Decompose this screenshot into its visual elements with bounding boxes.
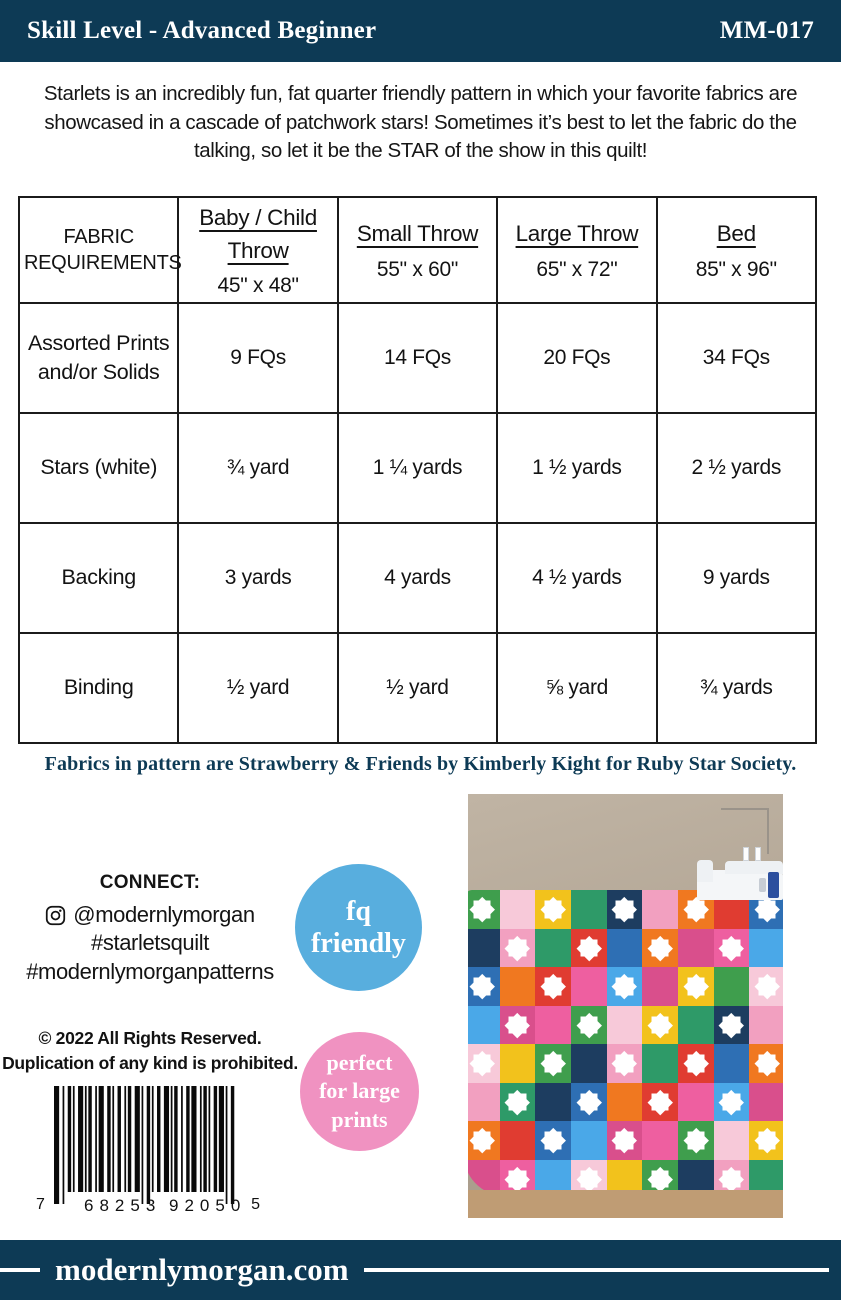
quilt-patch (535, 929, 571, 968)
quilt-patch (714, 1044, 750, 1083)
quilt-patch (607, 929, 643, 968)
quilt-patch (535, 1083, 571, 1122)
quilt-patch (678, 1044, 714, 1083)
quilt-patch (500, 890, 536, 929)
quilt-patch (714, 929, 750, 968)
copyright-block (0, 1026, 300, 1077)
quilt-patch (571, 890, 607, 929)
quilt-patch (642, 1006, 678, 1045)
badge-text-line: for large (319, 1078, 400, 1104)
quilt-patch (642, 1083, 678, 1122)
quilt-photo (468, 794, 783, 1218)
fabric-requirements-table (18, 196, 817, 744)
quilt-patch (642, 929, 678, 968)
quilt-patch (607, 1083, 643, 1122)
header-bar (0, 0, 841, 62)
row-label: Stars (white) (19, 413, 178, 523)
instagram-handle (0, 902, 300, 928)
fabrics-note: Fabrics in pattern are Strawberry & Friends by Kimberly Kight for Ruby Star Society. (44, 753, 797, 775)
column-header: Large Throw 65" x 72" (497, 197, 656, 303)
quilt-star (755, 974, 780, 999)
fq-friendly-badge (295, 864, 422, 991)
quilt-patch (468, 890, 500, 929)
quilt-patch (571, 1006, 607, 1045)
quilt-patch (749, 1044, 783, 1083)
quilt-patch (571, 1083, 607, 1122)
footer-rule-right (364, 1268, 829, 1272)
quilt-star (719, 935, 744, 960)
quilt-patch (535, 1044, 571, 1083)
quilt-patch (607, 1044, 643, 1083)
quilt-patch (749, 967, 783, 1006)
quilt-patch (749, 1083, 783, 1122)
table-cell: ⅝ yard (497, 633, 656, 743)
copyright-line1: © 2022 All Rights Reserved. (38, 1028, 262, 1048)
quilt-star (576, 1089, 601, 1114)
quilt-patch (535, 967, 571, 1006)
column-header: Small Throw 55" x 60" (338, 197, 497, 303)
quilt-star (755, 1128, 780, 1153)
quilt-patch (500, 1121, 536, 1160)
barcode-digit-group2: 92050 (169, 1196, 247, 1215)
thread-rod (767, 808, 769, 854)
quilt-star (505, 1089, 530, 1114)
hashtag: #modernlymorganpatterns (26, 959, 274, 985)
quilt-patch (678, 967, 714, 1006)
quilt-star (469, 974, 494, 999)
quilt-patch (571, 967, 607, 1006)
quilt-star (541, 974, 566, 999)
quilt-star (612, 1128, 637, 1153)
table-cell: 1 ¼ yards (338, 413, 497, 523)
quilt-patch (678, 1121, 714, 1160)
badge-text-line: prints (331, 1106, 388, 1132)
machine-stripe (768, 872, 779, 898)
quilt-patch (468, 1121, 500, 1160)
table-header-row (19, 197, 816, 303)
quilt-patch (642, 1121, 678, 1160)
quilt-star (505, 1012, 530, 1037)
quilt-star (755, 897, 780, 922)
table-corner-label: FABRIC REQUIREMENTS (19, 197, 178, 303)
quilt-patch (642, 967, 678, 1006)
quilt-patch (571, 929, 607, 968)
quilt-patch (500, 1006, 536, 1045)
footer-rule-left (0, 1268, 40, 1272)
table-cell: 14 FQs (338, 303, 497, 413)
intro-paragraph: Starlets is an incredibly fun, fat quarter friendly pattern in which your favorite fabrics are showcased in a cascade of patchwork stars! Sometimes it’s best to let the fabric do the talking, so let it be the STAR of the show in this quilt! (43, 82, 798, 163)
quilt-star (612, 974, 637, 999)
quilt-patch (749, 1006, 783, 1045)
quilt-star (505, 1166, 530, 1191)
quilt-star (683, 1051, 708, 1076)
quilt-star (612, 1051, 637, 1076)
quilt-patch (607, 890, 643, 929)
quilt-star (576, 935, 601, 960)
machine-head (697, 860, 713, 882)
hashtag-list (0, 928, 300, 987)
quilt-patch (642, 890, 678, 929)
quilt-patch (678, 1006, 714, 1045)
quilt-patch (468, 1083, 500, 1122)
quilt-star (719, 1089, 744, 1114)
quilt-patch (749, 929, 783, 968)
quilt-star (648, 1012, 673, 1037)
table-cell: 1 ½ yards (497, 413, 656, 523)
machine-wheel (759, 878, 766, 892)
quilt-star (683, 1128, 708, 1153)
quilt-star (648, 935, 673, 960)
barcode-digit-group1: 68253 (84, 1196, 162, 1215)
quilt-star (469, 1051, 494, 1076)
table-cell: 20 FQs (497, 303, 656, 413)
table-cell: 9 FQs (178, 303, 337, 413)
quilt-star (541, 897, 566, 922)
quilt-patch (714, 1121, 750, 1160)
table-row (19, 523, 816, 633)
quilt-star (612, 897, 637, 922)
quilt-star (648, 1166, 673, 1191)
quilt-patch (714, 967, 750, 1006)
table-cell: 4 ½ yards (497, 523, 656, 633)
table-cell: ½ yard (178, 633, 337, 743)
table-cell: 3 yards (178, 523, 337, 633)
quilt-patch (678, 1083, 714, 1122)
quilt-star (576, 1012, 601, 1037)
quilt-star (541, 1128, 566, 1153)
quilt-patch (500, 1083, 536, 1122)
quilt-star (755, 1051, 780, 1076)
quilt-patch (468, 967, 500, 1006)
thread-spool (755, 847, 761, 861)
barcode-digit-left: 7 (36, 1196, 45, 1213)
table-cell: 34 FQs (657, 303, 816, 413)
hashtag: #starletsquilt (91, 930, 209, 955)
badge-text-line: fq (346, 896, 371, 928)
quilt-patch (678, 929, 714, 968)
copyright-line2: Duplication of any kind is prohibited. (2, 1053, 298, 1074)
quilt-star (719, 1166, 744, 1191)
quilt-patch (468, 1006, 500, 1045)
quilt-patch (500, 1044, 536, 1083)
quilt-patch (607, 1006, 643, 1045)
quilt-star (541, 1051, 566, 1076)
row-label: Backing (19, 523, 178, 633)
footer-url: modernlymorgan.com (55, 1252, 349, 1287)
quilt-patch (535, 890, 571, 929)
table-cell: 4 yards (338, 523, 497, 633)
patchwork-quilt (468, 890, 783, 1198)
column-header: Baby / Child Throw 45" x 48" (178, 197, 337, 303)
quilt-star (719, 1012, 744, 1037)
quilt-patch (749, 1121, 783, 1160)
sewing-machine (691, 852, 783, 900)
quilt-patch (607, 1121, 643, 1160)
instagram-icon (45, 905, 66, 926)
quilt-patch (468, 1044, 500, 1083)
table-cell: ½ yard (338, 633, 497, 743)
quilt-star (469, 897, 494, 922)
quilt-patch (714, 1083, 750, 1122)
footer-bar (0, 1240, 841, 1300)
badge-text-line: perfect (326, 1049, 393, 1075)
quilt-patch (535, 1121, 571, 1160)
quilt-patch (468, 929, 500, 968)
connect-heading: CONNECT: (99, 872, 201, 893)
thread-spool (743, 847, 749, 861)
row-label: Binding (19, 633, 178, 743)
quilt-star (648, 1089, 673, 1114)
table-cell: 9 yards (657, 523, 816, 633)
quilt-patch (714, 1006, 750, 1045)
quilt-star (505, 935, 530, 960)
quilt-star (683, 897, 708, 922)
table-cell: 2 ½ yards (657, 413, 816, 523)
quilt-star (576, 1166, 601, 1191)
instagram-handle-text: @modernlymorgan (73, 902, 255, 927)
skill-level-label: Skill Level - Advanced Beginner (27, 17, 377, 44)
connect-block (0, 872, 300, 987)
large-prints-badge (300, 1032, 419, 1151)
quilt-star (469, 1128, 494, 1153)
thread-wire (721, 808, 769, 810)
quilt-patch (535, 1006, 571, 1045)
table-row (19, 633, 816, 743)
quilt-patch (607, 967, 643, 1006)
carpet (468, 1190, 783, 1218)
quilt-patch (642, 1044, 678, 1083)
quilt-patch (571, 1044, 607, 1083)
quilt-patch (571, 1121, 607, 1160)
table-cell: ¾ yards (657, 633, 816, 743)
column-header: Bed 85" x 96" (657, 197, 816, 303)
table-row (19, 303, 816, 413)
badge-text-line: friendly (311, 927, 406, 959)
quilt-patch (500, 929, 536, 968)
table-cell: ¾ yard (178, 413, 337, 523)
quilt-patch (500, 967, 536, 1006)
table-row (19, 413, 816, 523)
upc-barcode (32, 1080, 262, 1220)
quilt-star (683, 974, 708, 999)
barcode-digit-right: 5 (251, 1196, 260, 1213)
row-label: Assorted Prints and/or Solids (19, 303, 178, 413)
pattern-code: MM-017 (719, 17, 814, 44)
